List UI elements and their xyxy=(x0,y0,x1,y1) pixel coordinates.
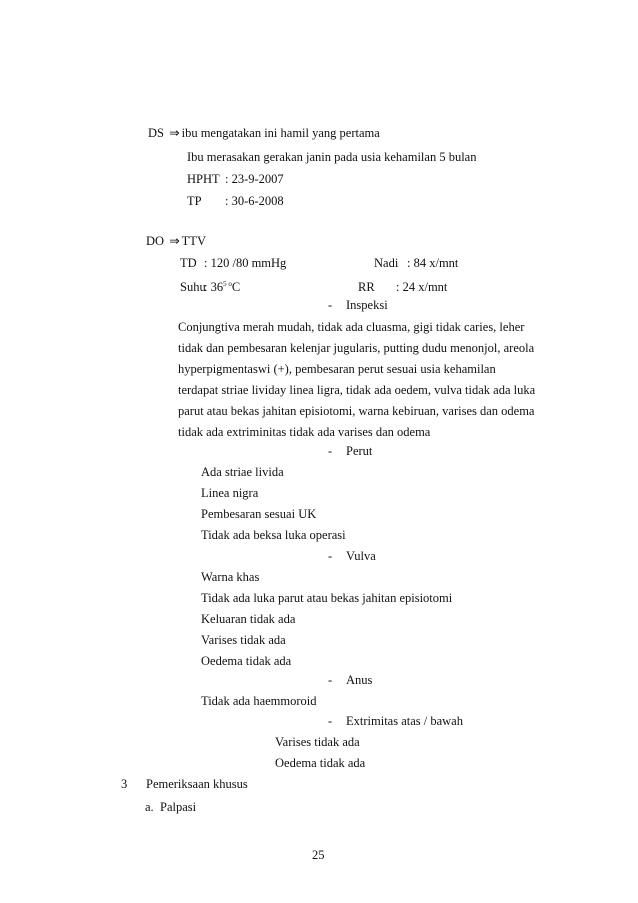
tp-label: TP xyxy=(187,194,202,208)
perut-title: Perut xyxy=(346,444,373,458)
rr-value: : 24 x/mnt xyxy=(396,280,448,295)
do-line xyxy=(146,234,206,249)
perut-item: Linea nigra xyxy=(201,486,259,500)
ds-gerakan-janin: Ibu merasakan gerakan janin pada usia kehamilan 5 bulan xyxy=(187,150,477,164)
rr-label: RR xyxy=(358,280,375,295)
perut-heading xyxy=(328,444,372,459)
inspeksi-line: Conjungtiva merah mudah, tidak ada cluasma, gigi tidak caries, leher xyxy=(178,320,525,334)
inspeksi-title: Inspeksi xyxy=(346,298,388,312)
subsection-label: a. xyxy=(145,800,154,814)
anus-dash: - xyxy=(328,673,333,687)
inspeksi-dash: - xyxy=(328,298,333,312)
page-number: 25 xyxy=(312,848,325,862)
ds-tp xyxy=(187,194,284,209)
inspeksi-line: tidak ada extriminitas tidak ada varises dan odema xyxy=(178,425,431,439)
do-text: TTV xyxy=(181,234,206,248)
ds-hpht xyxy=(187,172,284,187)
ds-arrow-icon: ⇒ xyxy=(169,126,180,140)
ekstrimitas-item: Oedema tidak ada xyxy=(275,756,366,770)
vulva-item: Warna khas xyxy=(201,570,260,584)
inspeksi-line: tidak dan pembesaran kelenjar jugularis, putting dudu menonjol, areola xyxy=(178,341,535,355)
nadi-label: Nadi xyxy=(374,256,399,270)
hpht-value: : 23-9-2007 xyxy=(225,172,284,186)
anus-item: Tidak ada haemmoroid xyxy=(201,694,317,708)
section-3-heading xyxy=(121,777,248,792)
inspeksi-line: parut atau bekas jahitan episiotomi, warna kebiruan, varises dan odema xyxy=(178,404,535,418)
vulva-item: Keluaran tidak ada xyxy=(201,612,296,626)
td-label: TD xyxy=(180,256,197,270)
anus-heading xyxy=(328,673,372,688)
do-arrow-icon: ⇒ xyxy=(169,234,180,248)
inspeksi-line: terdapat striae lividay linea ligra, tidak ada oedem, vulva tidak ada luka xyxy=(178,383,536,397)
suhu-unit: C xyxy=(231,280,241,295)
inspeksi-line: hyperpigmentaswi (+), pembesaran perut sesuai usia kehamilan xyxy=(178,362,496,376)
inspeksi-heading xyxy=(328,298,388,313)
section-title: Pemeriksaan khusus xyxy=(146,777,248,791)
hpht-label: HPHT xyxy=(187,172,220,186)
perut-dash: - xyxy=(328,444,333,458)
vulva-heading xyxy=(328,549,376,564)
ds-line xyxy=(148,126,380,141)
subsection-palpasi xyxy=(145,800,196,815)
vital-td-row xyxy=(180,256,458,271)
perut-item: Pembesaran sesuai UK xyxy=(201,507,317,521)
vulva-item: Oedema tidak ada xyxy=(201,654,292,668)
suhu-label: Suhu xyxy=(180,280,206,295)
perut-item: Ada striae livida xyxy=(201,465,284,479)
ds-label: DS xyxy=(148,126,164,140)
ekstrimitas-dash: - xyxy=(328,714,333,728)
suhu-value: : 36 xyxy=(204,280,224,295)
ds-text: ibu mengatakan ini hamil yang pertama xyxy=(181,126,380,140)
do-label: DO xyxy=(146,234,165,248)
tp-value: : 30-6-2008 xyxy=(225,194,284,208)
td-value: : 120 /80 mmHg xyxy=(204,256,287,270)
vulva-title: Vulva xyxy=(346,549,376,563)
perut-item: Tidak ada beksa luka operasi xyxy=(201,528,346,542)
vulva-dash: - xyxy=(328,549,333,563)
ekstrimitas-title: Extrimitas atas / bawah xyxy=(346,714,463,728)
anus-title: Anus xyxy=(346,673,373,687)
vital-suhu-row xyxy=(180,277,447,295)
ekstrimitas-heading xyxy=(328,714,463,729)
vulva-item: Tidak ada luka parut atau bekas jahitan episiotomi xyxy=(201,591,453,605)
vulva-item: Varises tidak ada xyxy=(201,633,286,647)
nadi-value: : 84 x/mnt xyxy=(407,256,459,270)
subsection-title: Palpasi xyxy=(160,800,197,814)
section-number: 3 xyxy=(121,777,128,791)
suhu-sup: 5 o xyxy=(223,280,232,288)
inspeksi-paragraph xyxy=(178,317,548,443)
ekstrimitas-item: Varises tidak ada xyxy=(275,735,360,749)
